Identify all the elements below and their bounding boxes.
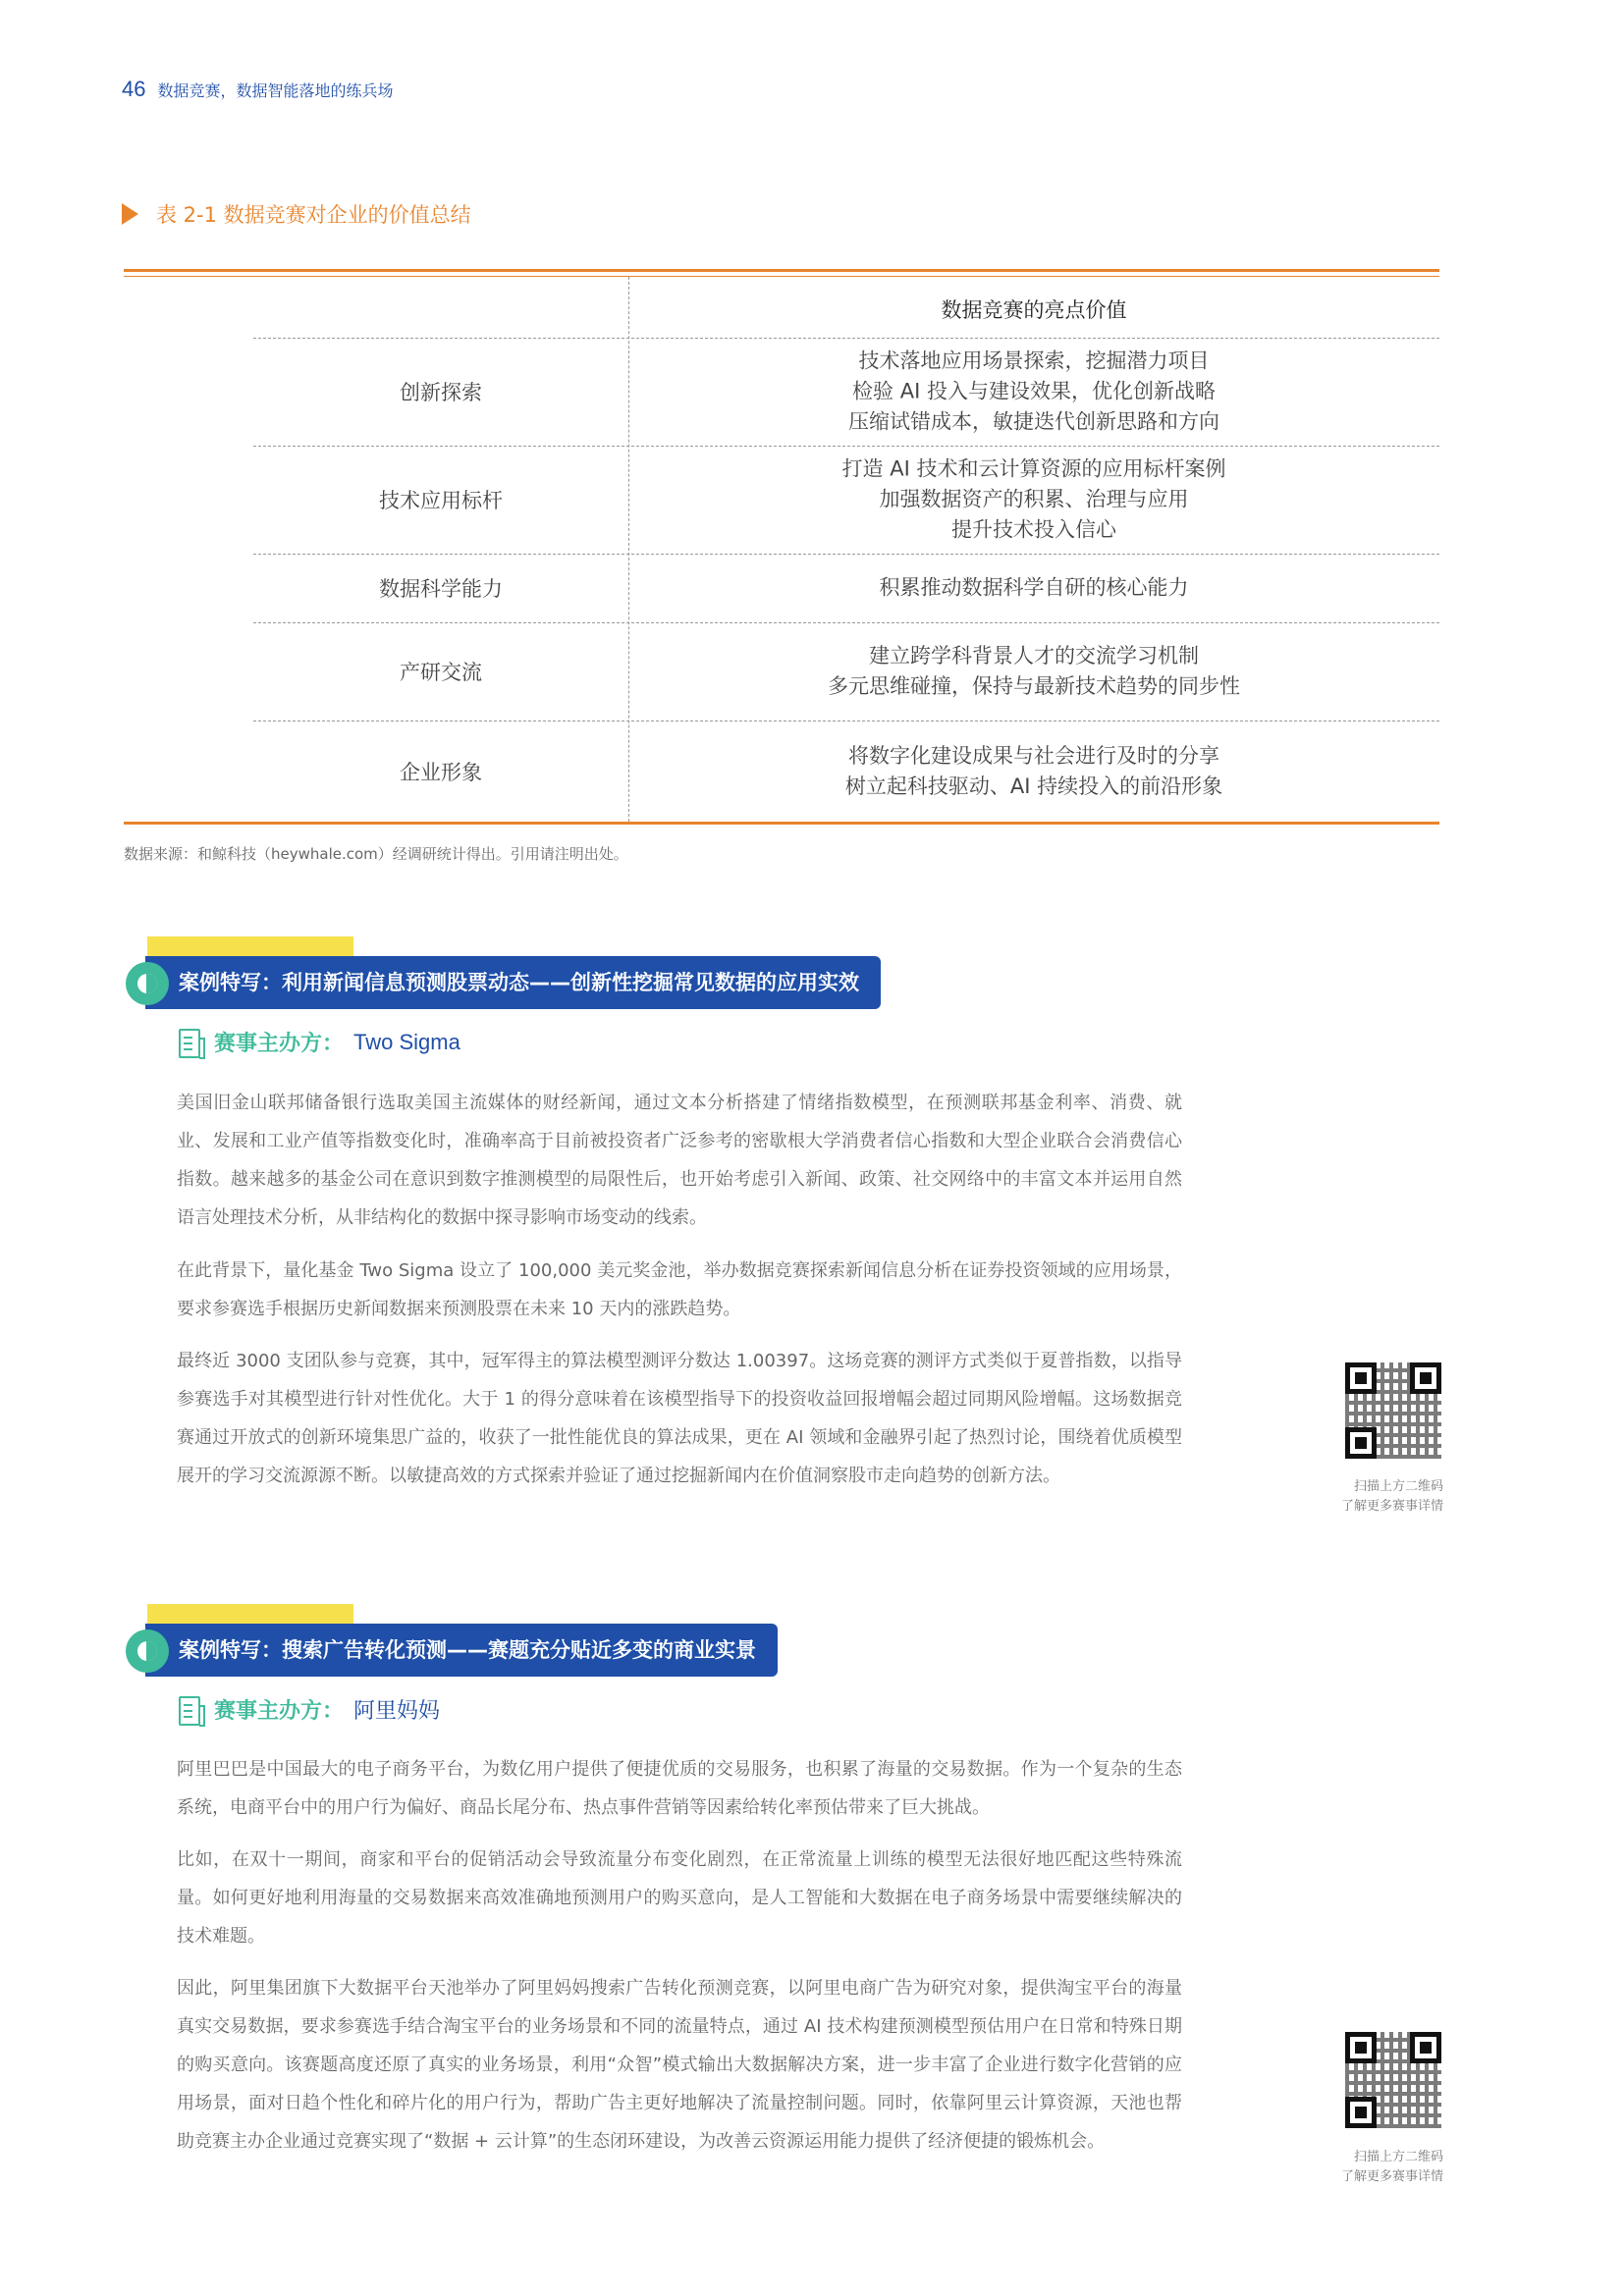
page-number: 46 [122, 77, 146, 101]
body-paragraph: 比如，在双十一期间，商家和平台的促销活动会导致流量分布变化剧烈，在正常流量上训练的模型无法很好地匹配这些特殊流量。如何更好地利用海量的交易数据来高效准确地预测用户的购买意向，是人工智能和大数据在电子商务场景中需要继续解决的技术难题。 [177, 1849, 1182, 1947]
table-row-key: 产研交流 [400, 661, 482, 684]
value-line: 加强数据资产的积累、治理与应用 [879, 487, 1189, 511]
table-row [124, 721, 1439, 822]
table-row-value [628, 347, 1439, 438]
circle-icon [126, 962, 169, 1005]
organizer-name: Two Sigma [353, 1029, 460, 1054]
qr-caption-line: 扫描上方二维码 [1353, 1479, 1443, 1494]
triangle-icon [122, 203, 138, 225]
table-row-value [628, 454, 1439, 546]
value-line: 建立跨学科背景人才的交流学习机制 [869, 644, 1199, 667]
value-line: 检验 AI 投入与建设效果，优化创新战略 [852, 379, 1216, 403]
organizer-line [177, 1694, 440, 1725]
qr-caption-line: 扫描上方二维码 [1353, 2150, 1443, 2164]
value-line: 树立起科技驱动、AI 持续投入的前沿形象 [844, 774, 1223, 798]
value-line: 将数字化建设成果与社会进行及时的分享 [848, 743, 1219, 768]
document-icon [177, 1695, 204, 1725]
case-study-title: 案例特写：利用新闻信息预测股票动态——创新性挖掘常见数据的应用实效 [145, 956, 881, 1009]
body-paragraph: 在此背景下，量化基金 Two Sigma 设立了 100,000 美元奖金池，举办数据竞赛探索新闻信息分析在证券投资领域的应用场景，要求参赛选手根据历史新闻数据来预测股票在未来 10 天内的涨跌趋势。 [177, 1260, 1182, 1319]
organizer-label: 赛事主办方： [214, 1032, 345, 1056]
qr-code[interactable] [1345, 2032, 1441, 2128]
table-row [124, 622, 1439, 721]
organizer-name: 阿里妈妈 [353, 1698, 441, 1723]
value-line: 积累推动数据科学自研的核心能力 [879, 575, 1189, 600]
table-column-header: 数据竞赛的亮点价值 [941, 298, 1127, 322]
table-row [124, 338, 1439, 446]
value-line: 打造 AI 技术和云计算资源的应用标杆案例 [841, 456, 1226, 481]
value-summary-table [124, 269, 1439, 825]
value-line: 提升技术投入信心 [951, 517, 1116, 542]
table-top-rule-thin [124, 276, 1439, 277]
heading-accent [147, 936, 353, 958]
table-row [124, 554, 1439, 622]
table-row-value [628, 573, 1439, 604]
qr-caption [1316, 1477, 1443, 1517]
document-icon [177, 1028, 204, 1057]
table-row-value [628, 741, 1439, 802]
value-line: 压缩试错成本，敏捷迭代创新思路和方向 [848, 409, 1219, 434]
table-row-key: 创新探索 [400, 381, 482, 404]
table-row [124, 446, 1439, 554]
running-title: 数据竞赛，数据智能落地的练兵场 [157, 81, 394, 100]
table-row-value [628, 641, 1439, 702]
body-paragraph: 美国旧金山联邦储备银行选取美国主流媒体的财经新闻，通过文本分析搭建了情绪指数模型，在预测联邦基金利率、消费、就业、发展和工业产值等指数变化时，准确率高于目前被投资者广泛参考的密歇根大学消费者信心指数和大型企业联合会消费信心指数。越来越多的基金公司在意识到数字推测模型的局限性后，也开始考虑引入新闻、政策、社交网络中的丰富文本并运用自然语言处理技术分析，从非结构化的数据中探寻影响市场变动的线索。 [177, 1093, 1182, 1228]
qr-caption-line: 了解更多赛事详情 [1340, 1499, 1443, 1514]
value-line: 多元思维碰撞，保持与最新技术趋势的同步性 [828, 674, 1240, 698]
table-row-key: 数据科学能力 [379, 577, 503, 601]
organizer-label: 赛事主办方： [214, 1699, 345, 1724]
heading-accent [147, 1604, 353, 1626]
table-row-key: 技术应用标杆 [379, 489, 503, 512]
body-paragraph: 因此，阿里集团旗下大数据平台天池举办了阿里妈妈搜索广告转化预测竞赛，以阿里电商广告为研究对象，提供淘宝平台的海量真实交易数据，要求参赛选手结合淘宝平台的业务场景和不同的流量特点，通过 AI 技术构建预测模型预估用户在日常和特殊日期的购买意向。该赛题高度还原了真实的业务场景，利用“众智”模式输出大数据解决方案，进一步丰富了企业进行数字化营销的应用场景，面对日趋个性化和碎片化的用户行为，帮助广告主更好地解决了流量控制问题。同时，依靠阿里云计算资源，天池也帮助竞赛主办企业通过竞赛实现了“数据 + 云计算”的生态闭环建设，为改善云资源运用能力提供了经济便捷的锻炼机会。 [177, 1978, 1182, 2152]
table-caption-text: 表 2-1 数据竞赛对企业的价值总结 [156, 203, 471, 227]
case-study-title: 案例特写：搜索广告转化预测——赛题充分贴近多变的商业实景 [145, 1624, 778, 1677]
body-paragraph: 阿里巴巴是中国最大的电子商务平台，为数亿用户提供了便捷优质的交易服务，也积累了海量的交易数据。作为一个复杂的生态系统，电商平台中的用户行为偏好、商品长尾分布、热点事件营销等因素给转化率预估带来了巨大挑战。 [177, 1759, 1182, 1818]
value-line: 技术落地应用场景探索，挖掘潜力项目 [858, 348, 1210, 373]
qr-caption-line: 了解更多赛事详情 [1340, 2169, 1443, 2184]
table-caption [122, 199, 471, 229]
organizer-line [177, 1027, 460, 1057]
body-paragraph: 最终近 3000 支团队参与竞赛，其中，冠军得主的算法模型测评分数达 1.00397。这场竞赛的测评方式类似于夏普指数，以指导参赛选手对其模型进行针对性优化。大于 1 的得分意味着在该模型指导下的投资收益回报增幅会超过同期风险增幅。这场数据竞赛通过开放式的创新环境集思广益的，收获了一批性能优良的算法成果，更在 AI 领域和金融界引起了热烈讨论，围绕着优质模型展开的学习交流源源不断。以敏捷高效的方式探索并验证了通过挖掘新闻内在价值洞察股市走向趋势的创新方法。 [177, 1351, 1182, 1486]
table-top-rule [124, 269, 1439, 272]
qr-code[interactable] [1345, 1362, 1441, 1459]
table-bottom-rule [124, 822, 1439, 825]
table-row-key: 企业形象 [400, 760, 482, 784]
circle-icon [126, 1629, 169, 1673]
qr-caption [1316, 2148, 1443, 2187]
table-source-note: 数据来源：和鲸科技（heywhale.com）经调研统计得出。引用请注明出处。 [124, 845, 628, 863]
page-header [122, 77, 394, 102]
